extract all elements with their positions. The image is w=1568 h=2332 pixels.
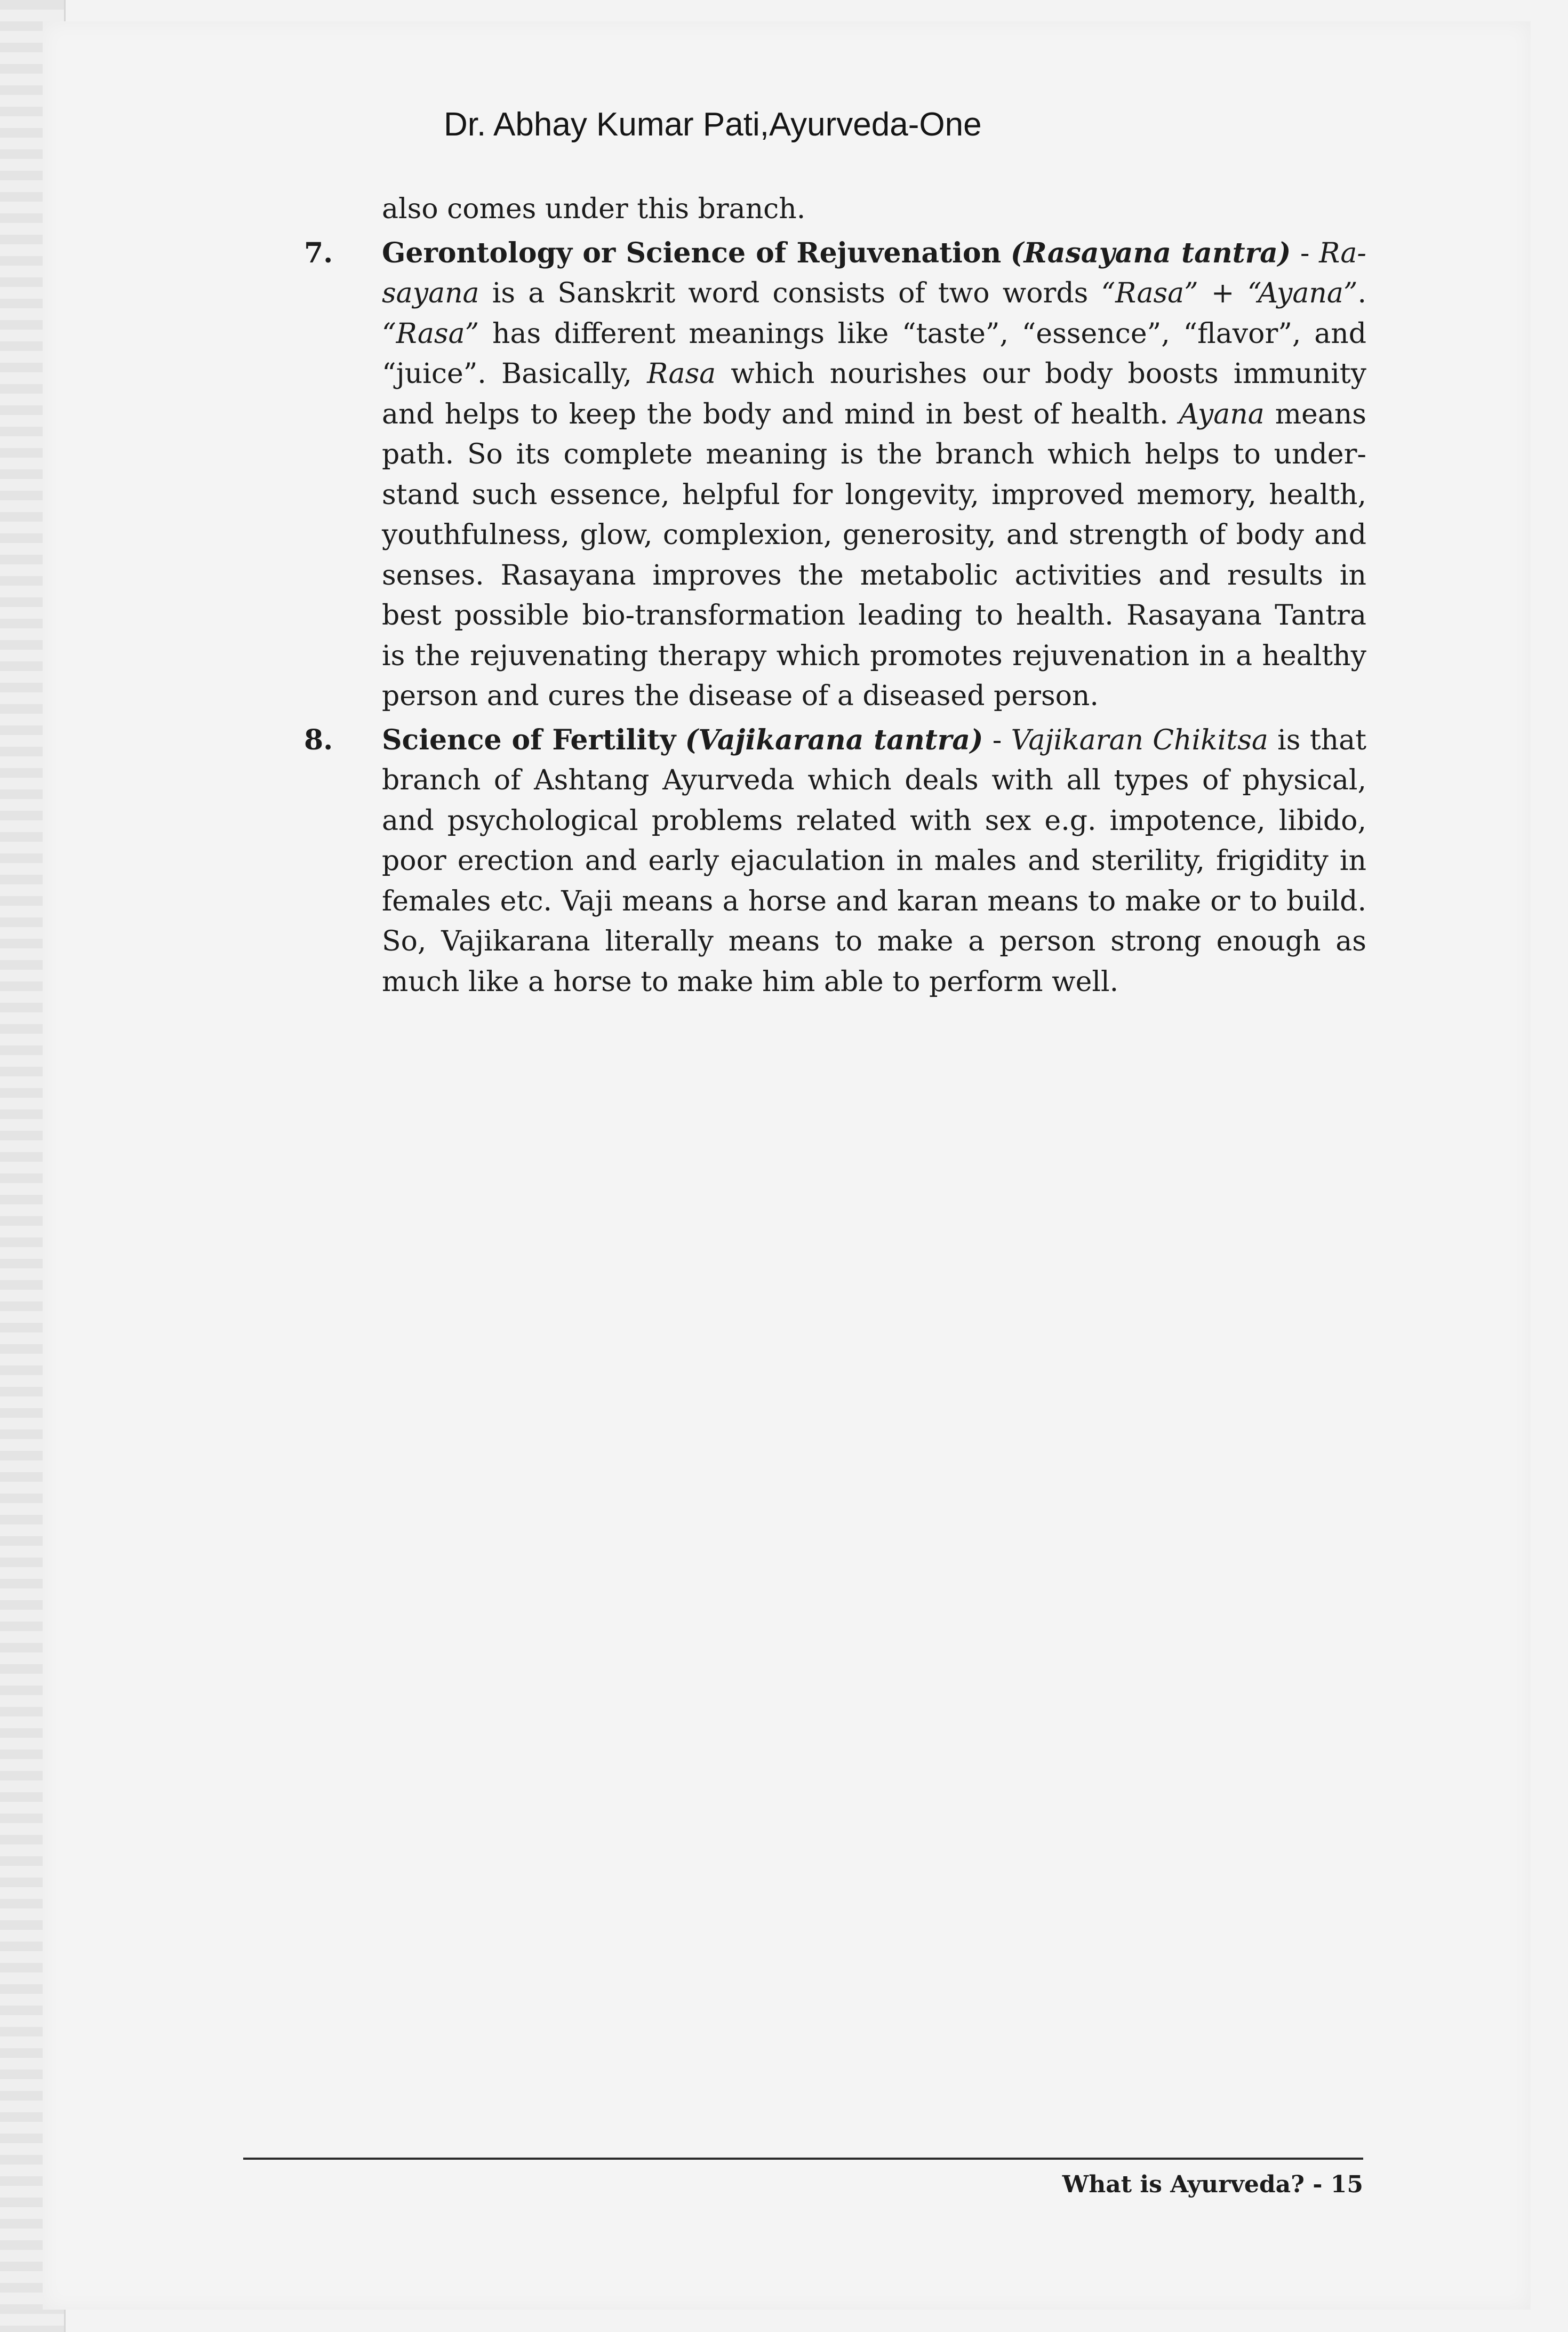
header-author-note: Dr. Abhay Kumar Pati,Ayurveda-One <box>444 106 982 143</box>
body-run: which nourishes our body boosts immunity and helps to keep the body and mind in best of health. <box>382 358 1366 430</box>
item-body <box>382 237 1366 713</box>
item-body <box>382 724 1366 998</box>
item-dash: - <box>983 724 1011 756</box>
italic-term: Ayana <box>1179 398 1265 430</box>
item-paragraph <box>382 233 1366 717</box>
italic-term: Rasa <box>647 358 716 390</box>
item-paragraph <box>382 720 1366 1003</box>
item-heading-italic: (Rasayana tantra) <box>1010 236 1291 269</box>
body-run: is a Sanskrit word consists of two words <box>479 277 1101 309</box>
item-number: 8. <box>304 723 333 756</box>
italic-term: “Rasa” <box>1101 277 1198 309</box>
italic-term: “Ayana” <box>1247 277 1358 309</box>
body-run: has different meanings like “taste”, “essence”, “flavor”, and “juice”. Basically, <box>382 317 1366 390</box>
page-footer: What is Ayurveda? - 15 <box>1062 2171 1363 2198</box>
body-run: is that branch of Ashtang Ayurveda which deals with all types of physical, and psychological problems related with sex e.g. impotence, libido, poor erection and early ejaculation in males and sterility, frigidity in females etc. Vaji means a horse and karan means to make or to build. So, Vajikarana literally means to make a person strong enough as much like a horse to make him able to perform well. <box>382 724 1367 998</box>
item-heading: Gerontology or Science of Rejuvenation <box>382 236 1002 269</box>
item-heading: Science of Fertility <box>382 723 676 756</box>
item-dash: - <box>1291 237 1319 269</box>
intro-line: also comes under this branch. <box>382 193 806 225</box>
italic-term: Vajikaran Chikitsa <box>1011 724 1268 756</box>
body-text <box>304 189 1367 1002</box>
italic-term: Ra-sayana <box>382 237 1366 309</box>
list-item-8 <box>304 720 1367 1003</box>
footer-rule <box>243 2158 1363 2160</box>
body-run: means path. So its complete meaning is the branch which helps to under-stand such essence, helpful for longevity, improved memory, health, youthfulness, glow, complexion, generosity, and strength of body and senses. Rasayana improves the metabolic activities and results in best possible bio-transformation leading to health. Rasayana Tantra is the rejuvenating therapy which promotes rejuvenation in a healthy person and cures the disease of a diseased person. <box>382 398 1366 712</box>
item-number: 7. <box>304 236 333 269</box>
body-run: + <box>1198 277 1247 309</box>
italic-term: “Rasa” <box>382 317 479 350</box>
body-run: . <box>1357 277 1366 309</box>
list-item-7 <box>304 233 1366 717</box>
item-heading-italic: (Vajikarana tantra) <box>685 723 983 756</box>
